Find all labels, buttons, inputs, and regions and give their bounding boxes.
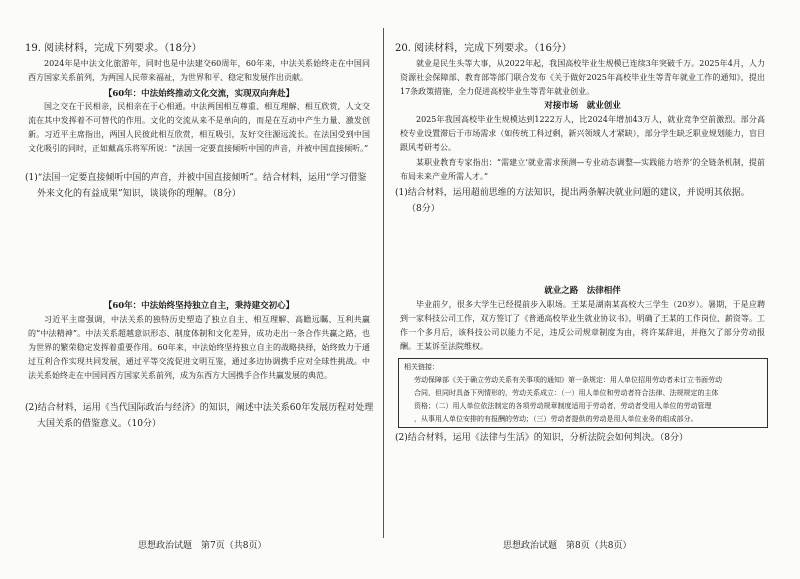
- q19-ask-1-line-1: (1)“法国一定要直接倾听中国的声音，并被中国直接倾听”。结合材料，运用“学习借鉴: [25, 173, 367, 183]
- q20-ask-1-line-1: (1)结合材料，运用超前思维的方法知识，提出两条解决就业问题的建议，并说明其依据。: [395, 188, 750, 198]
- q20-case-text: 毕业前夕，很多大学生已经提前步入职场。王某是湖南某高校大三学生（20岁）。暑期，于是应聘到一家科技公司工作，双方签订了《普通高校毕业生就业协议书》，明确了王某的工作岗位、薪资等。工作一个多月后，该科技公司以能力不足，违反公司规章制度为由，将许某辞退，并拖欠了部分劳动报酬。王某诉至法院维权。: [400, 300, 765, 351]
- page-7-footer: 思想政治试题 第7页（共8页）: [138, 541, 267, 551]
- q20-section-1-title: 对接市场 就业创业: [544, 101, 621, 111]
- q19-section-1-title: 【60年：中法始终推动文化交流，实现双向奔赴】: [103, 89, 295, 99]
- q20-ask-1: [395, 185, 770, 217]
- q19-section-2-title: 【60年：中法始终坚持独立自主，秉持建交初心】: [103, 301, 295, 311]
- q19-ask-2-line-2: 大国关系的借鉴意义。（10分）: [37, 419, 161, 429]
- q19-ask-2-line-1: (2)结合材料，运用《当代国际政治与经济》的知识，阐述中法关系60年发展历程对处理: [25, 403, 374, 413]
- q20-expert-quote: 某职业教育专家指出：“需建立‘就业需求预测—专业动态调整—实践能力培养’的全链条机制，提前布局未来产业所需人才。”: [400, 158, 765, 181]
- q19-ask-1-line-2: 外来文化的有益成果”知识，谈谈你的理解。（8分）: [37, 189, 241, 199]
- page-8-footer: 思想政治试题 第8页（共8页）: [503, 541, 632, 551]
- q20-section-1-text: 2025年我国高校毕业生规模达到1222万人，比2024年增加43万人，就业竞争空前激烈。部分高校专业设置滞后于市场需求（如传统工科过剩，新兴领域人才紧缺），部分学生缺乏职业规划能力，盲目跟风考研考公。: [400, 115, 765, 152]
- related-link-line: ，从事用人单位安排的有报酬的劳动；（三）劳动者提供的劳动是用人单位业务的组成部分。: [414, 415, 698, 423]
- q20-ask-1-line-2: （8分）: [407, 204, 440, 214]
- q19-ask-1: [25, 170, 375, 202]
- q19-section-2-text: 习近平主席强调，中法关系的独特历史塑造了独立自主、相互理解、高瞻远瞩、互利共赢的“中法精神”。中法关系超越意识形态、制度体制和文化差异，成功走出一条合作共赢之路，也为世界的繁荣稳定发挥着重要作用。60年来，中法始终坚持独立自主的战略抉择，始终致力于通过互利合作实现共同发展，通过平等交流促进文明互鉴，通过多边协调携手应对全球性挑战。中法关系始终走在中国同西方国家关系前列，成为东西方大国携手合作共赢发展的典范。: [28, 315, 370, 380]
- related-link-line: 合同，但同时具备下列情形的，劳动关系成立：（一）用人单位和劳动者符合法律、法规规定的主体: [414, 389, 719, 397]
- q20-ask-2: (2)结合材料，运用《法律与生活》的知识，分析法院会如何判决。（8分）: [395, 433, 688, 443]
- related-link-box: [398, 358, 768, 428]
- q20-intro: 就业是民生头等大事，从2022年起，我国高校毕业生规模已连续3年突破千万。2025年4月，人力资源社会保障部、教育部等部门联合发布《关于做好2025年高校毕业生等青年就业工作的通知》，提出17条政策措施，全力促进高校毕业生等青年就业创业。: [400, 59, 765, 96]
- page-8: [395, 0, 800, 579]
- q20-section-2-title: 就业之路 法律相伴: [544, 286, 621, 296]
- related-link-line: 劳动保障部《关于确立劳动关系有关事项的通知》第一条规定：用人单位招用劳动者未订立书面劳动: [414, 376, 722, 384]
- q19-intro: 2024年是中法文化旅游年，同时也是中法建交60周年，60年来，中法关系始终走在中国同西方国家关系前列，为两国人民带来福祉，为世界和平、稳定和发展作出贡献。: [28, 59, 370, 82]
- question-20-heading: 20. 阅读材料，完成下列要求。（16分）: [395, 43, 572, 54]
- related-link-line: 资格；（二）用人单位依法制定的各项劳动规章制度适用于劳动者，劳动者受用人单位的劳动管理: [414, 402, 712, 410]
- q19-ask-2: [25, 400, 375, 432]
- center-divider: [383, 28, 384, 538]
- related-link-title: 相关链接：: [404, 363, 439, 371]
- q19-section-1-text: 国之交在于民相亲，民相亲在于心相通。中法两国相互尊重、相互理解、相互欣赏，人文交流在其中发挥着不可替代的作用。文化的交流从来不是单向的，而是在互动中产生力量、激发创新。习近平主席指出，两国人民彼此相互欣赏，相互吸引，友好交往源远流长。在法国受到中国文化吸引的同时，正如戴高乐将军所说：“法国一定要直接倾听中国的声音，并被中国直接倾听。”: [28, 102, 370, 153]
- question-19-heading: 19. 阅读材料，完成下列要求。（18分）: [25, 43, 202, 54]
